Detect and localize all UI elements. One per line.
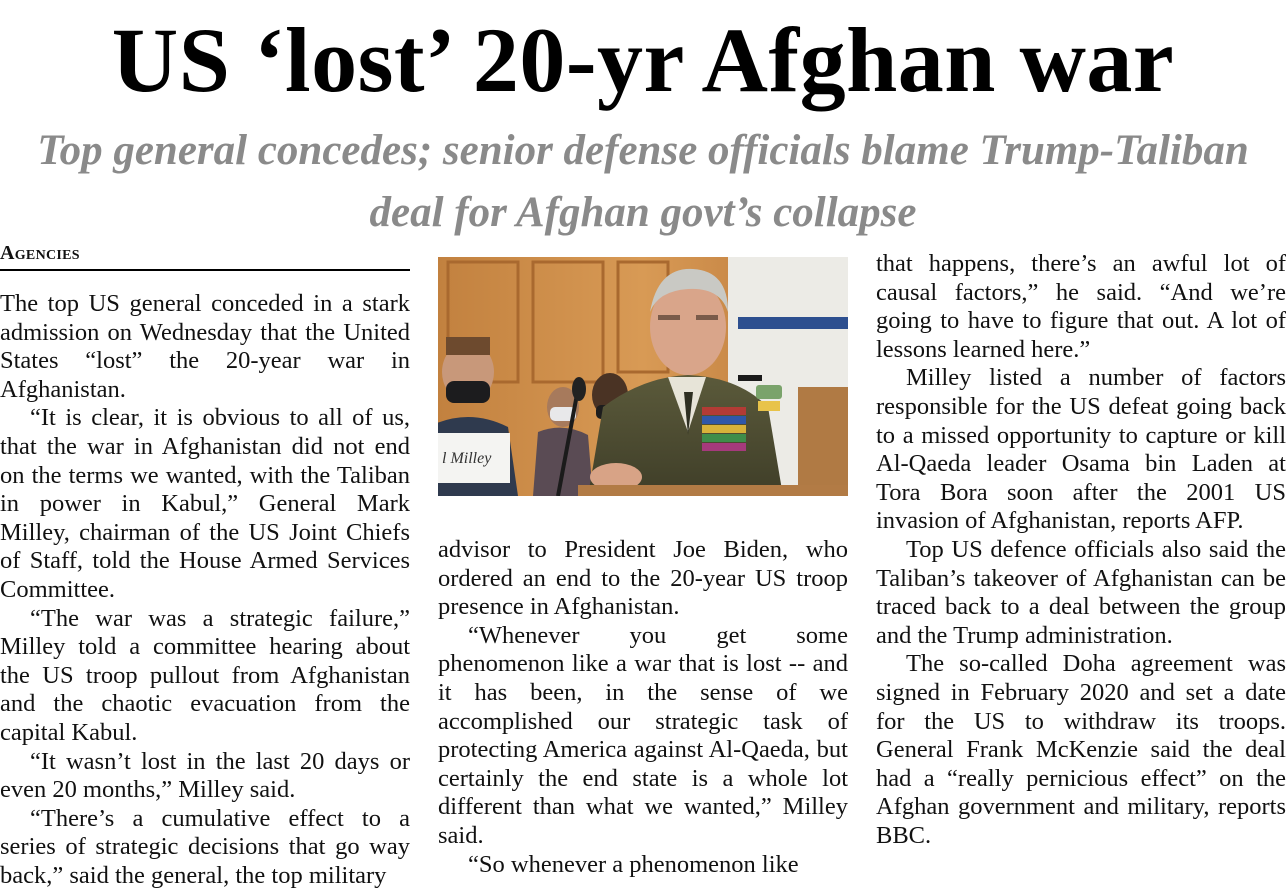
paragraph: advisor to President Joe Biden, who ordered an end to the 20-year US troop presence in Afghanistan. [438, 536, 848, 621]
paragraph: “Whenever you get some phenomenon like a war that is lost -- and it has been, in the sense of we accomplished our strategic task of protecting America against Al-Qaeda, but certainly the end state is a whole lot different than what we wanted,” Milley said. [438, 621, 848, 849]
paragraph: The top US general conceded in a stark admission on Wednesday that the United States “lost” the 20-year war in Afghanistan. [0, 290, 410, 403]
paragraph: “So whenever a phenomenon like [468, 850, 799, 878]
paragraph: “It wasn’t lost in the last 20 days or even 20 months,” Milley said. [0, 747, 410, 804]
byline: Agencies [0, 242, 410, 271]
paragraph: “The war was a strategic failure,” Milley told a committee hearing about the US troop pullout from Afghanistan and the chaotic evacuation from the capital Kabul. [0, 604, 410, 746]
news-photo [438, 257, 848, 496]
paragraph: “There’s a cumulative effect to a series of strategic decisions that go way back,” said the general, the top military [0, 804, 410, 889]
headline: US ‘lost’ 20-yr Afghan war [111, 9, 1175, 111]
paragraph: The so-called Doha agreement was signed in February 2020 and set a date for the US to withdraw its troops. General Frank McKenzie said the deal had a “really pernicious effect” on the Afghan government and military, reports BBC. [876, 650, 1286, 849]
subheadline: Top general concedes; senior defense officials blame Trump-Taliban deal for Afghan govt’s collapse [37, 127, 1249, 236]
paragraph: “It is clear, it is obvious to all of us, that the war in Afghanistan did not end on the terms we wanted, with the Taliban in power in Kabul,” General Mark Milley, chairman of the US Joint Chiefs of Staff, told the House Armed Services Committee. [0, 404, 410, 603]
article-column-2 [438, 536, 848, 879]
paragraph: that happens, there’s an awful lot of causal factors,” he said. “And we’re going to have to figure that out. A lot of lessons learned here.” [876, 250, 1286, 363]
nameplate-text: l Milley [442, 450, 492, 467]
article-column-1 [0, 290, 410, 890]
paragraph: Top US defence officials also said the Taliban’s takeover of Afghanistan can be traced back to a deal between the group and the Trump administration. [876, 535, 1286, 649]
paragraph: Milley listed a number of factors responsible for the US defeat going back to a missed opportunity to capture or kill Al-Qaeda leader Osama bin Laden at Tora Bora soon after the 2001 US invasion of Afghanistan, reports AFP. [876, 364, 1286, 535]
article-column-3 [876, 250, 1286, 850]
